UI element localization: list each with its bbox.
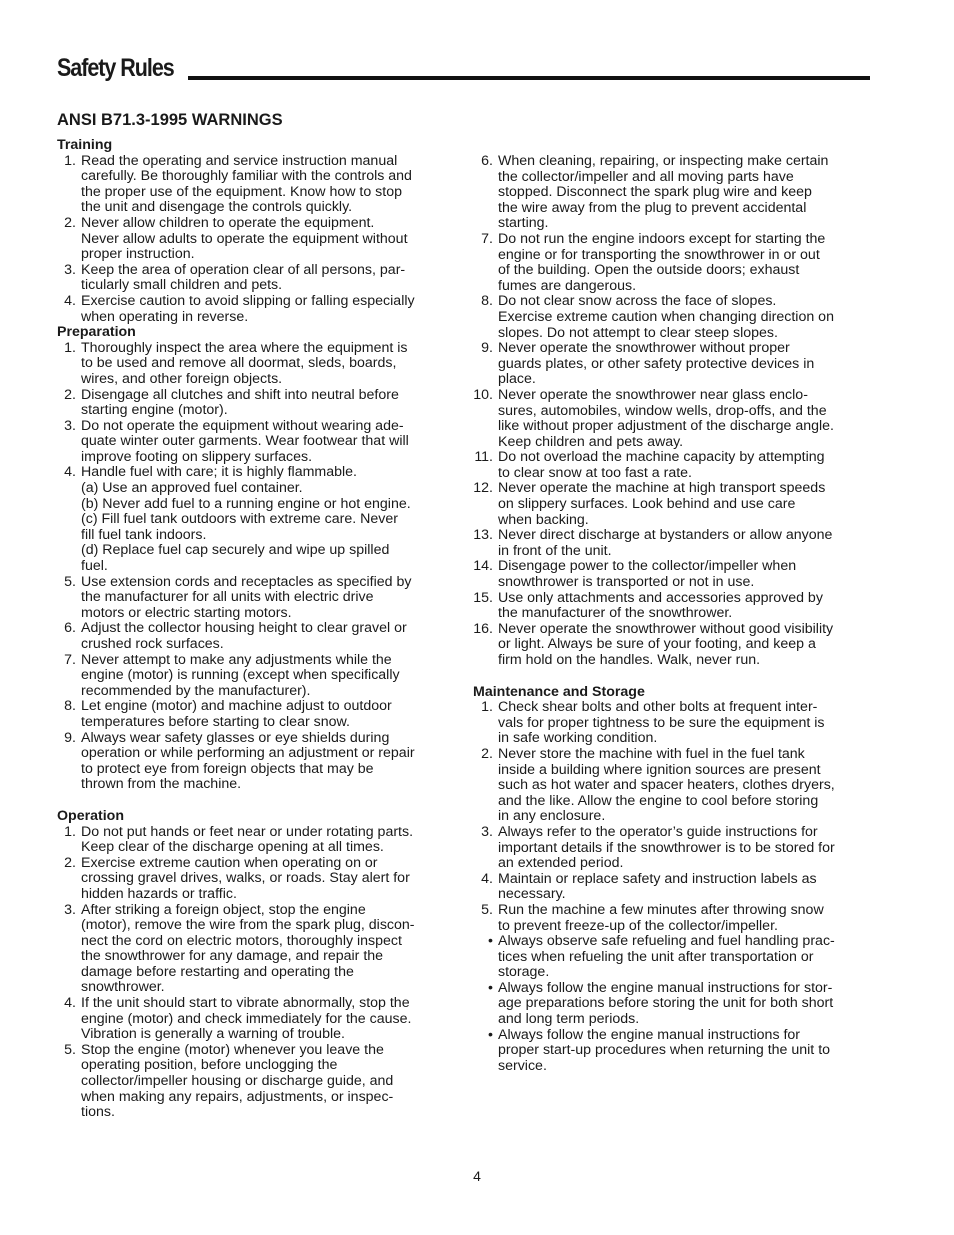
header-rule [188, 76, 870, 80]
item-text: Exercise extreme caution when operating on or crossing gravel drives, walks, or roads. Stay alert for hidden hazards or traffic. [81, 854, 410, 902]
item-number: 15. [473, 589, 493, 606]
item-text: Always refer to the operator’s guide instructions for important details if the snowthrower is to be stored for an extended period. [498, 823, 835, 872]
item-number: 4. [481, 870, 493, 887]
list-item [57, 856, 455, 903]
item-number: 3. [64, 261, 76, 278]
item-text: Do not overload the machine capacity by attempting to clear snow at too fast a rate. [498, 449, 825, 481]
list-item [57, 154, 455, 216]
item-number: 2. [481, 745, 493, 762]
item-text: Never operate the machine at high transport speeds on slippery surfaces. Look behind and use care when backing. [498, 480, 826, 528]
item-text: Disengage power to the collector/impeller when snowthrower is transported or not in use. [498, 558, 797, 591]
item-number: 1. [64, 823, 76, 840]
item-number: 8. [64, 698, 76, 715]
list-item [473, 341, 873, 388]
right-column [473, 154, 873, 1074]
list-item [57, 996, 455, 1043]
item-text: Do not run the engine indoors except for starting the engine or for transporting the snowthrower in or out of the building. Open the outside doors; exhaust fumes are dangerous. [498, 230, 826, 294]
list-item [57, 621, 455, 652]
item-number: 1. [481, 699, 493, 716]
item-text: Handle fuel with care; it is highly flammable. (a) Use an approved fuel container. (b) Never add fuel to a running engine or hot engine. (c) Fill fuel tank outdoors with extreme care. Never fill fuel tank indoors. (d) Replace fuel cap securely and wipe up spilled fuel. [81, 464, 411, 575]
list-item [473, 388, 873, 450]
item-text: Keep the area of operation clear of all persons, par- ticularly small children and pets. [81, 261, 406, 294]
item-number: 6. [481, 153, 493, 169]
list-item [57, 388, 455, 419]
list-item [473, 747, 873, 825]
item-text: Never operate the snowthrower near glass enclo- sures, automobiles, window wells, drop-offs, and the like without proper adjustment of the discharge angle. Keep children and pets away. [498, 386, 834, 450]
item-number: 2. [64, 214, 76, 231]
item-number: 5. [64, 1041, 76, 1058]
maintenance-heading: Maintenance and Storage [473, 683, 645, 700]
item-text: Use only attachments and accessories approved by the manufacturer of the snowthrower. [498, 589, 823, 622]
list-item [473, 450, 873, 481]
training-list [57, 154, 455, 326]
list-item [473, 700, 873, 747]
item-number: 6. [64, 620, 76, 637]
operation-heading: Operation [57, 807, 125, 824]
list-item [57, 263, 455, 294]
list-item [473, 294, 873, 341]
item-text: Adjust the collector housing height to clear gravel or crushed rock surfaces. [81, 620, 407, 652]
item-number: 16. [473, 620, 493, 637]
item-text: Run the machine a few minutes after throwing snow to prevent freeze-up of the collector/impeller. [498, 901, 824, 934]
item-number: 5. [481, 901, 493, 918]
list-item [57, 294, 455, 325]
item-text: Disengage all clutches and shift into neutral before starting engine (motor). [81, 386, 399, 419]
list-item [57, 465, 455, 574]
item-number: 4. [64, 292, 76, 309]
list-item [473, 232, 873, 294]
item-number: • [488, 1026, 493, 1043]
list-item [57, 699, 455, 730]
item-number: 1. [64, 339, 76, 356]
list-item [57, 1043, 455, 1121]
item-text: If the unit should start to vibrate abnormally, stop the engine (motor) and check immediately for the cause. Vibration is generally a warning of trouble. [81, 995, 412, 1043]
item-text: Always follow the engine manual instructions for proper start-up procedures when returning the unit to service. [498, 1026, 831, 1074]
list-item [473, 981, 873, 1028]
item-number: 3. [64, 901, 76, 918]
item-number: 7. [64, 651, 76, 668]
item-text: Never allow children to operate the equipment. Never allow adults to operate the equipment without proper instruction. [81, 214, 408, 263]
item-text: Let engine (motor) and machine adjust to outdoor temperatures before starting to clear snow. [81, 698, 392, 730]
item-text: Do not operate the equipment without wearing ade- quate winter outer garments. Wear footwear that will improve footing on slippery surfaces. [81, 417, 409, 465]
item-text: Never operate the snowthrower without proper guards plates, or other safety protective devices in place. [498, 340, 815, 388]
item-text: After striking a foreign object, stop the engine (motor), remove the wire from the spark plug, discon- nect the cord on electric motors, thoroughly inspect the snowthrower for any damage, and repair the damage before restarting and operating the snowthrower. [81, 901, 415, 996]
item-text: Use extension cords and receptacles as specified by the manufacturer for all units with electric drive motors or electric starting motors. [81, 573, 412, 621]
item-number: 1. [64, 152, 76, 169]
preparation-heading: Preparation [57, 324, 136, 341]
item-number: 5. [64, 573, 76, 590]
page-header [57, 52, 870, 84]
item-number: 2. [64, 386, 76, 403]
item-number: 4. [64, 464, 76, 481]
item-text: Read the operating and service instruction manual carefully. Be thoroughly familiar with the controls and the proper use of the equipment. Know how to stop the unit and disengage the controls quickly. [81, 152, 412, 216]
item-number: 8. [481, 293, 493, 310]
item-text: Never direct discharge at bystanders or allow anyone in front of the unit. [498, 527, 833, 559]
operation-continued-list [473, 154, 873, 669]
list-item [473, 1028, 873, 1075]
item-text: Do not put hands or feet near or under rotating parts. Keep clear of the discharge opening at all times. [81, 823, 414, 856]
list-item [473, 559, 873, 590]
page-title: Safety Rules [57, 54, 174, 82]
item-number: 9. [64, 729, 76, 746]
item-text: Never attempt to make any adjustments while the engine (motor) is running (except when specifically recommended by the manufacturer). [81, 651, 400, 699]
list-item [57, 653, 455, 700]
item-number: 12. [473, 480, 493, 497]
list-item [473, 622, 873, 669]
maintenance-list [473, 700, 873, 1074]
list-item [57, 575, 455, 622]
item-number: 2. [64, 854, 76, 871]
list-item [473, 903, 873, 934]
item-text: Never store the machine with fuel in the fuel tank inside a building where ignition sources are present such as hot water and spacer heaters, clothes dryers, and the like. Allow the engine to cool before storing in any enclosure. [498, 745, 835, 825]
list-item [57, 731, 455, 793]
item-number: 11. [474, 449, 493, 466]
list-item [473, 825, 873, 872]
item-number: 7. [481, 230, 493, 247]
list-item [473, 872, 873, 903]
item-number: • [488, 933, 493, 950]
item-text: Exercise caution to avoid slipping or falling especially when operating in reverse. [81, 292, 415, 325]
item-text: Always observe safe refueling and fuel handling prac- tices when refueling the unit after transportation or storage. [498, 933, 835, 981]
item-text: Do not clear snow across the face of slopes. Exercise extreme caution when changing direction on slopes. Do not attempt to clear steep slopes. [498, 293, 834, 341]
item-number: 3. [481, 823, 493, 840]
list-item [57, 825, 455, 856]
item-text: Check shear bolts and other bolts at frequent inter- vals for proper tightness to be sure the equipment is in safe working condition. [498, 699, 825, 747]
item-number: 9. [481, 340, 493, 357]
item-text: When cleaning, repairing, or inspecting make certain the collector/impeller and all moving parts have stopped. Disconnect the spark plug wire and keep the wire away from the plug to prevent accidental starting. [498, 153, 829, 232]
item-number: 10. [473, 386, 493, 403]
section-title: ANSI B71.3-1995 WARNINGS [57, 111, 283, 129]
list-item [57, 419, 455, 466]
list-item [473, 481, 873, 528]
left-column [57, 138, 455, 1121]
page-number: 4 [473, 1168, 481, 1184]
preparation-list [57, 341, 455, 793]
item-number: 14. [473, 558, 493, 575]
list-item [57, 216, 455, 263]
list-item [473, 591, 873, 622]
item-text: Maintain or replace safety and instruction labels as necessary. [498, 870, 817, 903]
item-text: Thoroughly inspect the area where the equipment is to be used and remove all doormat, sleds, boards, wires, and other foreign objects. [81, 339, 408, 387]
item-number: 13. [473, 527, 493, 544]
item-number: 4. [64, 995, 76, 1012]
item-text: Stop the engine (motor) whenever you leave the operating position, before unclogging the collector/impeller housing or discharge guide, and when making any repairs, adjustments, or inspec- tions. [81, 1041, 394, 1121]
training-heading: Training [57, 137, 113, 153]
list-item [57, 903, 455, 997]
list-item [473, 154, 873, 232]
list-item [473, 934, 873, 981]
item-number: 3. [64, 417, 76, 434]
item-number: • [488, 979, 493, 996]
item-text: Always wear safety glasses or eye shields during operation or while performing an adjustment or repair to protect eye from foreign objects that may be thrown from the machine. [81, 729, 415, 793]
list-item [473, 528, 873, 559]
operation-list [57, 825, 455, 1121]
item-text: Never operate the snowthrower without good visibility or light. Always be sure of your footing, and keep a firm hold on the handles. Walk, never run. [498, 620, 834, 668]
list-item [57, 341, 455, 388]
item-text: Always follow the engine manual instructions for stor- age preparations before storing the unit for both short and long term periods. [498, 979, 834, 1028]
